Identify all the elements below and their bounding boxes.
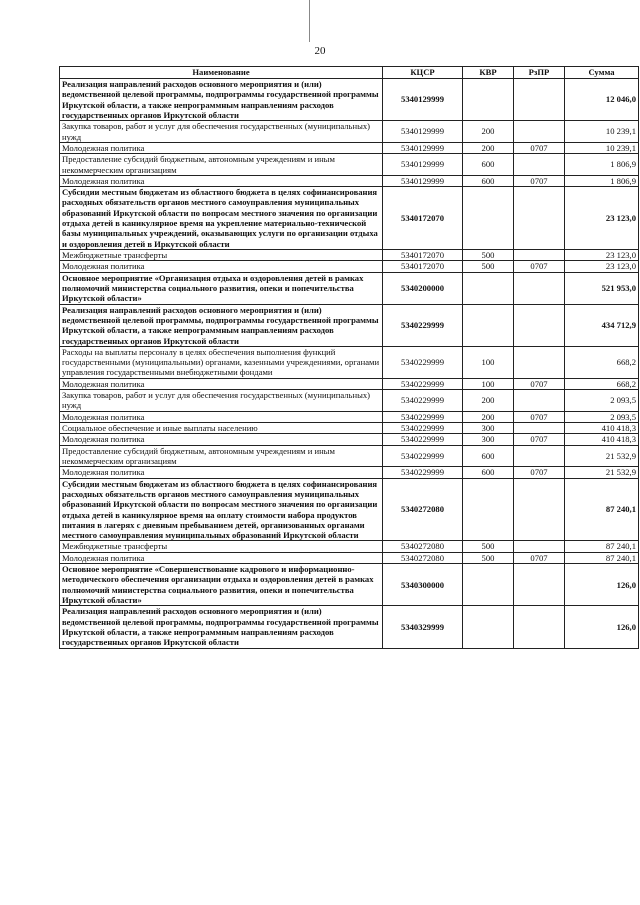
cell-sum: 23 123,0 [565, 187, 639, 250]
cell-kcsr: 5340272080 [383, 478, 463, 541]
header-name: Наименование [60, 67, 383, 79]
table-row [60, 467, 639, 478]
cell-kvr [463, 187, 514, 250]
cell-rzpr: 0707 [514, 142, 565, 153]
table-row [60, 423, 639, 434]
cell-kvr: 300 [463, 423, 514, 434]
cell-kvr [463, 606, 514, 648]
cell-name: Основное мероприятие «Организация отдыха и оздоровления детей в рамках полномочий министерства социального развития, опеки и попечительства Иркутской области» [60, 272, 383, 304]
cell-kcsr: 5340129999 [383, 154, 463, 176]
table-row [60, 434, 639, 445]
cell-kcsr: 5340229999 [383, 390, 463, 412]
cell-name: Закупка товаров, работ и услуг для обеспечения государственных (муниципальных) нужд [60, 121, 383, 143]
cell-name: Молодежная политика [60, 378, 383, 389]
cell-kcsr: 5340229999 [383, 346, 463, 378]
cell-kcsr: 5340172070 [383, 250, 463, 261]
cell-sum: 87 240,1 [565, 552, 639, 563]
budget-table [59, 66, 639, 649]
table-header-row [60, 67, 639, 79]
cell-rzpr [514, 272, 565, 304]
cell-sum: 410 418,3 [565, 434, 639, 445]
cell-rzpr [514, 390, 565, 412]
cell-rzpr: 0707 [514, 261, 565, 272]
cell-name: Межбюджетные трансферты [60, 541, 383, 552]
cell-kcsr: 5340272080 [383, 541, 463, 552]
table-row [60, 79, 639, 121]
cell-rzpr [514, 79, 565, 121]
cell-sum: 10 239,1 [565, 121, 639, 143]
cell-kcsr: 5340229999 [383, 378, 463, 389]
cell-rzpr: 0707 [514, 175, 565, 186]
cell-sum: 410 418,3 [565, 423, 639, 434]
table-row [60, 121, 639, 143]
table-row [60, 142, 639, 153]
cell-kvr [463, 564, 514, 606]
table-row [60, 154, 639, 176]
cell-kcsr: 5340229999 [383, 423, 463, 434]
cell-sum: 23 123,0 [565, 261, 639, 272]
cell-kvr: 200 [463, 390, 514, 412]
table-row [60, 187, 639, 250]
cell-name: Расходы на выплаты персоналу в целях обеспечения выполнения функций государственными (муниципальными) органами, казенными учреждениями, органами управления государственными внебюджетными фондами [60, 346, 383, 378]
cell-kvr: 100 [463, 378, 514, 389]
cell-sum: 668,2 [565, 346, 639, 378]
table-row [60, 175, 639, 186]
cell-name: Молодежная политика [60, 175, 383, 186]
cell-name: Реализация направлений расходов основного мероприятия и (или) ведомственной целевой программы, подпрограммы государственной программы Иркутской области, а также непрограммным направлениям расходов государственных органов Иркутской области [60, 79, 383, 121]
cell-kcsr: 5340300000 [383, 564, 463, 606]
cell-name: Реализация направлений расходов основного мероприятия и (или) ведомственной целевой программы, подпрограммы государственной программы Иркутской области, а также непрограммным направлениям расходов государственных органов Иркутской области [60, 304, 383, 346]
cell-sum: 10 239,1 [565, 142, 639, 153]
table-row [60, 445, 639, 467]
cell-name: Молодежная политика [60, 434, 383, 445]
cell-name: Социальное обеспечение и иные выплаты населению [60, 423, 383, 434]
cell-kcsr: 5340329999 [383, 606, 463, 648]
cell-sum: 521 953,0 [565, 272, 639, 304]
cell-kvr: 200 [463, 142, 514, 153]
table-row [60, 606, 639, 648]
cell-kvr: 500 [463, 250, 514, 261]
cell-rzpr [514, 541, 565, 552]
cell-name: Предоставление субсидий бюджетным, автономным учреждениям и иным некоммерческим организациям [60, 154, 383, 176]
cell-kcsr: 5340229999 [383, 304, 463, 346]
cell-kcsr: 5340129999 [383, 175, 463, 186]
table-row [60, 541, 639, 552]
cell-sum: 2 093,5 [565, 390, 639, 412]
table-row [60, 478, 639, 541]
table-row [60, 261, 639, 272]
cell-rzpr [514, 606, 565, 648]
cell-kvr [463, 79, 514, 121]
cell-kcsr: 5340229999 [383, 434, 463, 445]
cell-name: Реализация направлений расходов основного мероприятия и (или) ведомственной целевой программы, подпрограммы государственной программы Иркутской области, а также непрограммным направлениям расходов государственных органов Иркутской области [60, 606, 383, 648]
cell-name: Субсидии местным бюджетам из областного бюджета в целях софинансирования расходных обязательств органов местного самоуправления муниципальных образований Иркутской области по вопросам местного значения по организации отдыха детей в каникулярное время на оплату стоимости набора продуктов питания в лагерях с дневным пребыванием детей, организованных органами местного самоуправления муниципальных образований Иркутской области [60, 478, 383, 541]
cell-kcsr: 5340129999 [383, 79, 463, 121]
cell-kcsr: 5340200000 [383, 272, 463, 304]
table-row [60, 411, 639, 422]
cell-kcsr: 5340129999 [383, 121, 463, 143]
cell-kvr: 300 [463, 434, 514, 445]
cell-kvr: 500 [463, 541, 514, 552]
cell-kcsr: 5340129999 [383, 142, 463, 153]
cell-rzpr [514, 304, 565, 346]
table-row [60, 390, 639, 412]
cell-kvr: 200 [463, 121, 514, 143]
cell-sum: 87 240,1 [565, 478, 639, 541]
cell-rzpr: 0707 [514, 434, 565, 445]
cell-rzpr [514, 250, 565, 261]
cell-name: Молодежная политика [60, 467, 383, 478]
cell-kvr: 200 [463, 411, 514, 422]
cell-kcsr: 5340272080 [383, 552, 463, 563]
cell-sum: 126,0 [565, 606, 639, 648]
cell-sum: 21 532,9 [565, 445, 639, 467]
table-row [60, 272, 639, 304]
cell-kvr: 600 [463, 467, 514, 478]
cell-sum: 21 532,9 [565, 467, 639, 478]
cell-kvr [463, 304, 514, 346]
cell-rzpr: 0707 [514, 411, 565, 422]
cell-name: Молодежная политика [60, 261, 383, 272]
cell-kvr: 100 [463, 346, 514, 378]
cell-rzpr [514, 121, 565, 143]
cell-name: Основное мероприятие «Совершенствование кадрового и информационно-методического обеспечения организации отдыха и оздоровления детей в рамках полномочий министерства социального развития, опеки и попечительства Иркутской области» [60, 564, 383, 606]
cell-name: Молодежная политика [60, 142, 383, 153]
cell-sum: 12 046,0 [565, 79, 639, 121]
cell-kcsr: 5340172070 [383, 261, 463, 272]
cell-sum: 87 240,1 [565, 541, 639, 552]
cell-kvr: 600 [463, 175, 514, 186]
table-row [60, 564, 639, 606]
cell-kvr [463, 478, 514, 541]
cell-sum: 668,2 [565, 378, 639, 389]
cell-sum: 1 806,9 [565, 154, 639, 176]
cell-rzpr [514, 187, 565, 250]
header-rzpr: РзПР [514, 67, 565, 79]
cell-sum: 23 123,0 [565, 250, 639, 261]
cell-rzpr [514, 154, 565, 176]
table-row [60, 346, 639, 378]
cell-name: Предоставление субсидий бюджетным, автономным учреждениям и иным некоммерческим организациям [60, 445, 383, 467]
cell-rzpr: 0707 [514, 552, 565, 563]
cell-kvr: 500 [463, 552, 514, 563]
cell-kvr: 600 [463, 154, 514, 176]
cell-name: Закупка товаров, работ и услуг для обеспечения государственных (муниципальных) нужд [60, 390, 383, 412]
margin-line [309, 0, 310, 42]
table-row [60, 378, 639, 389]
cell-rzpr [514, 478, 565, 541]
cell-kvr [463, 272, 514, 304]
table-row [60, 250, 639, 261]
cell-rzpr: 0707 [514, 467, 565, 478]
cell-rzpr [514, 564, 565, 606]
header-sum: Сумма [565, 67, 639, 79]
cell-name: Субсидии местным бюджетам из областного бюджета в целях софинансирования расходных обязательств органов местного самоуправления муниципальных образований Иркутской области по вопросам местного значения по организации отдыха детей в каникулярное время на укрепление материально-технической базы муниципальных учреждений, оказывающих услуги по организации отдыха и оздоровления детей в Иркутской области [60, 187, 383, 250]
cell-kvr: 600 [463, 445, 514, 467]
cell-name: Молодежная политика [60, 552, 383, 563]
cell-sum: 1 806,9 [565, 175, 639, 186]
cell-rzpr [514, 346, 565, 378]
cell-kcsr: 5340229999 [383, 467, 463, 478]
cell-name: Молодежная политика [60, 411, 383, 422]
cell-rzpr [514, 445, 565, 467]
cell-kcsr: 5340229999 [383, 445, 463, 467]
table-row [60, 552, 639, 563]
cell-sum: 434 712,9 [565, 304, 639, 346]
cell-kcsr: 5340172070 [383, 187, 463, 250]
page-number: 20 [314, 45, 326, 57]
cell-kvr: 500 [463, 261, 514, 272]
cell-sum: 126,0 [565, 564, 639, 606]
header-kcsr: КЦСР [383, 67, 463, 79]
cell-rzpr [514, 423, 565, 434]
cell-kcsr: 5340229999 [383, 411, 463, 422]
cell-name: Межбюджетные трансферты [60, 250, 383, 261]
header-kvr: КВР [463, 67, 514, 79]
table-row [60, 304, 639, 346]
cell-rzpr: 0707 [514, 378, 565, 389]
cell-sum: 2 093,5 [565, 411, 639, 422]
